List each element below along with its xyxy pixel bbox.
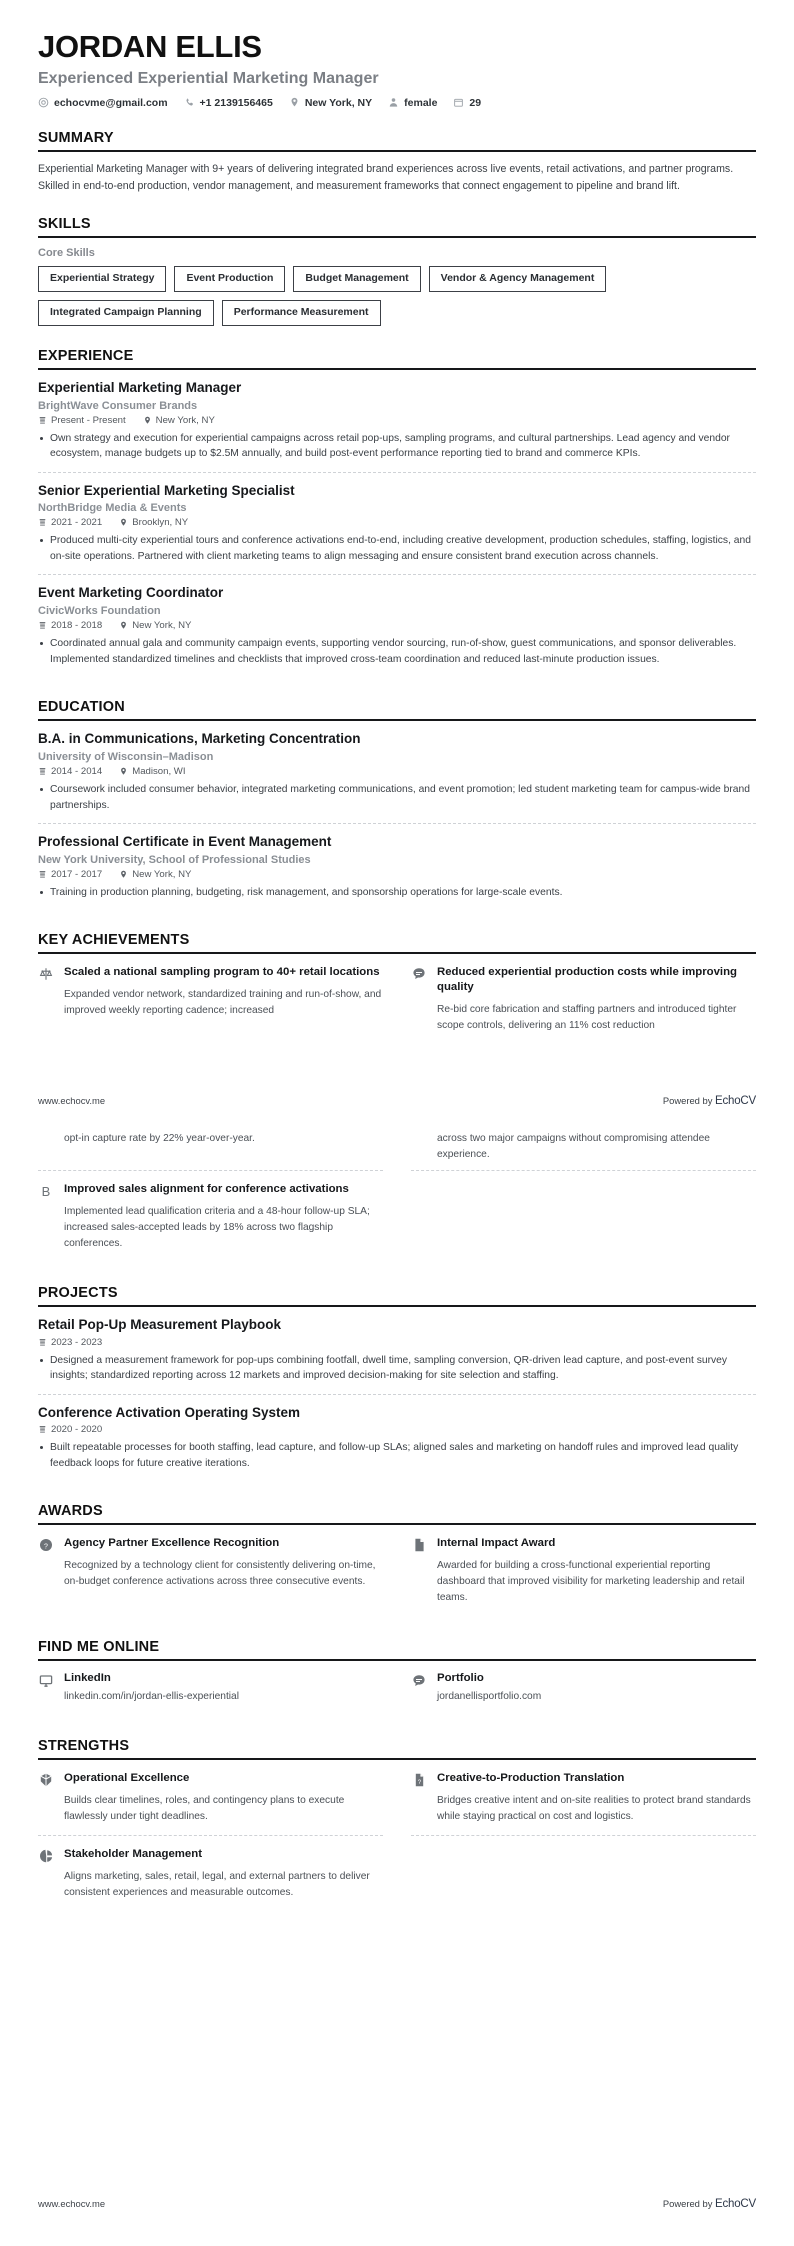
project-entry — [38, 1307, 756, 1394]
online-link-url[interactable]: jordanellisportfolio.com — [437, 1690, 542, 1702]
job-meta — [38, 620, 756, 631]
job-location — [119, 620, 191, 631]
cube-icon — [38, 1772, 54, 1788]
job-location — [143, 415, 215, 426]
key-achievements-title: KEY ACHIEVEMENTS — [38, 932, 190, 949]
strength-empty-cell — [411, 1836, 756, 1911]
online-link-label: Portfolio — [437, 1671, 484, 1684]
summary-section — [38, 130, 756, 194]
location-icon — [119, 518, 128, 527]
calendar-icon — [38, 1338, 47, 1347]
contact-row — [38, 97, 756, 108]
experience-entry — [38, 370, 756, 472]
job-location — [119, 517, 188, 528]
strengths-section — [38, 1738, 756, 1912]
calendar-icon — [38, 767, 47, 776]
award-desc: Awarded for building a cross-functional experiential reporting dashboard that improved visibility for marketing leadership and retail teams. — [437, 1560, 745, 1603]
contact-phone[interactable] — [184, 97, 273, 108]
location-icon — [119, 767, 128, 776]
school-name: University of Wisconsin–Madison — [38, 751, 214, 764]
location-icon — [119, 870, 128, 879]
skill-chip[interactable]: Event Production — [174, 266, 285, 292]
skill-chip[interactable]: Performance Measurement — [222, 300, 381, 326]
achievement-desc-part1: Implemented lead qualification criteria and a 48-hour follow-up SLA; increased sales-accepted leads by 18% across two flagship conferences. — [64, 1206, 370, 1249]
contact-phone-text: +1 2139156465 — [199, 96, 273, 109]
find-me-online-title: FIND ME ONLINE — [38, 1638, 160, 1655]
monitor-icon — [38, 1673, 54, 1689]
job-bullet: Produced multi-city experiential tours and conference activations end-to-end, including creative development, production schedules, staffing, logistics, and on-site operations. Partnered with client marketing teams to align messaging and ensure consistent brand execution across channels. — [38, 533, 756, 564]
job-role: Senior Experiential Marketing Specialist — [38, 482, 295, 498]
online-links-grid — [38, 1661, 756, 1716]
contact-gender — [388, 97, 437, 108]
badge-b-icon — [38, 1183, 54, 1199]
achievements-grid-top — [38, 954, 756, 1044]
page-footer-bottom — [38, 2198, 756, 2210]
job-dates-text: 2021 - 2021 — [51, 517, 103, 529]
footer-brand — [663, 1095, 756, 1107]
experience-entry — [38, 574, 756, 677]
education-dates — [38, 766, 102, 777]
achievements-grid-continued — [38, 1131, 756, 1172]
calendar-icon — [38, 1425, 47, 1434]
project-bullet: Designed a measurement framework for pop-ups combining footfall, dwell time, sampling conversion, QR-driven lead capture, and post-event survey insights; standardized reporting across 12 markets and improved decision-making for site selection and staffing. — [38, 1353, 756, 1384]
job-bullets — [38, 636, 756, 667]
job-bullet: Own strategy and execution for experiential campaigns across retail pop-ups, sampling programs, and cultural partnerships. Lead agency and vendor ecosystem, manage budgets up to $2.5M annually, and build post-event performance reporting tied to brand and commerce KPIs. — [38, 431, 756, 462]
location-icon — [289, 97, 300, 108]
experience-section — [38, 348, 756, 677]
achievement-title: Scaled a national sampling program to 40+ retail locations — [64, 966, 380, 979]
education-location-text: Madison, WI — [132, 766, 186, 778]
section-divider — [38, 150, 756, 152]
email-icon — [38, 97, 49, 108]
contact-location-text: New York, NY — [304, 96, 373, 109]
degree-name: Professional Certificate in Event Management — [38, 833, 332, 849]
project-bullet: Built repeatable processes for booth staffing, lead capture, and follow-up SLAs; aligned sales and marketing on handoff rules and improved lead quality feedback loops for future creative iterations. — [38, 1440, 756, 1471]
document-icon — [411, 1537, 427, 1553]
achievement-continued-left — [38, 1131, 383, 1172]
skill-chip[interactable]: Vendor & Agency Management — [429, 266, 607, 292]
project-dates-text: 2023 - 2023 — [51, 1336, 103, 1348]
contact-age — [453, 97, 481, 108]
svg-text:?: ? — [417, 1779, 422, 1786]
award-title: Agency Partner Excellence Recognition — [64, 1537, 280, 1550]
note-icon — [411, 1772, 427, 1788]
page-footer-mid — [38, 1095, 756, 1107]
location-icon — [143, 416, 152, 425]
skills-title: SKILLS — [38, 216, 91, 233]
calendar-icon — [38, 870, 47, 879]
calendar-icon — [38, 518, 47, 527]
strengths-title: STRENGTHS — [38, 1737, 130, 1754]
footer-powered-prefix: Powered by — [662, 2198, 713, 2209]
online-link-portfolio[interactable] — [411, 1661, 756, 1716]
online-link-linkedin[interactable] — [38, 1661, 383, 1716]
footer-powered-prefix: Powered by — [662, 1095, 713, 1106]
job-company: NorthBridge Media & Events — [38, 502, 187, 515]
find-me-online-section — [38, 1639, 756, 1716]
achievement-card — [411, 954, 756, 1044]
strength-card — [38, 1836, 383, 1911]
award-title: Internal Impact Award — [437, 1537, 556, 1550]
education-location — [119, 766, 185, 777]
job-meta — [38, 415, 756, 426]
resume-header — [38, 0, 756, 108]
strength-card — [411, 1760, 756, 1836]
job-bullet: Coordinated annual gala and community campaign events, supporting vendor sourcing, run-of-show, guest communications, and sponsor deliverables. Implemented standardized timelines and checklists that improved cross-team coordination and reduced last-minute production issues. — [38, 636, 756, 667]
strength-desc: Builds clear timelines, roles, and contingency plans to execute flawlessly under tight deadlines. — [64, 1794, 345, 1822]
job-dates — [38, 415, 126, 426]
calendar-icon — [453, 97, 464, 108]
job-meta — [38, 517, 756, 528]
project-entry — [38, 1394, 756, 1482]
job-location-text: New York, NY — [132, 620, 192, 632]
candidate-name: JORDAN ELLIS — [38, 29, 262, 64]
contact-age-text: 29 — [469, 96, 482, 109]
education-bullets — [38, 885, 756, 900]
project-meta — [38, 1337, 756, 1348]
job-dates-text: Present - Present — [51, 414, 126, 426]
project-dates — [38, 1424, 102, 1435]
page-break-gap — [38, 1045, 756, 1131]
skills-chip-list — [38, 266, 756, 325]
achievement-desc-part1: Expanded vendor network, standardized training and run-of-show, and improved weekly reporting cadence; increased — [64, 989, 382, 1017]
contact-email[interactable] — [38, 97, 168, 108]
achievement-empty-cell — [411, 1171, 756, 1262]
key-achievements-section — [38, 932, 756, 1044]
education-location — [119, 869, 191, 880]
candidate-headline: Experienced Experiential Marketing Manager — [38, 70, 379, 88]
achievement-desc-part2: across two major campaigns without compromising attendee experience. — [437, 1132, 710, 1160]
strength-title: Creative-to-Production Translation — [437, 1771, 625, 1784]
award-card — [38, 1525, 383, 1616]
section-divider — [38, 236, 756, 238]
achievement-desc-part1: Re-bid core fabrication and staffing partners and introduced tighter scope controls, delivering an 11% cost reduction — [437, 1004, 737, 1031]
job-location-text: Brooklyn, NY — [132, 517, 189, 529]
job-role: Event Marketing Coordinator — [38, 585, 224, 601]
education-dates-text: 2017 - 2017 — [51, 868, 103, 880]
job-bullets — [38, 533, 756, 564]
award-desc: Recognized by a technology client for consistently delivering on-time, on-budget conference activations across three consecutive events. — [64, 1560, 376, 1588]
job-role: Experiential Marketing Manager — [38, 379, 242, 395]
education-title: EDUCATION — [38, 699, 125, 715]
job-dates — [38, 620, 102, 631]
strength-desc: Aligns marketing, sales, retail, legal, and external partners to deliver consistent experiences and measurable outcomes. — [64, 1871, 370, 1898]
contact-email-text: echocvme@gmail.com — [54, 96, 168, 109]
job-dates-text: 2018 - 2018 — [51, 620, 103, 632]
job-dates — [38, 517, 102, 528]
education-bullets — [38, 782, 756, 813]
skill-chip[interactable]: Integrated Campaign Planning — [38, 300, 214, 326]
calendar-icon — [38, 621, 47, 630]
achievement-card — [38, 954, 383, 1044]
education-dates — [38, 869, 102, 880]
svg-text:?: ? — [44, 1543, 48, 1551]
achievement-desc-part2: opt-in capture rate by 22% year-over-year. — [64, 1132, 255, 1144]
awards-title: AWARDS — [38, 1503, 103, 1520]
projects-section — [38, 1285, 756, 1482]
medal-icon — [38, 1537, 54, 1553]
contact-location — [289, 97, 372, 108]
scale-icon — [38, 966, 54, 982]
strength-title: Stakeholder Management — [64, 1848, 202, 1861]
footer-brand — [663, 2198, 756, 2210]
experience-title: EXPERIENCE — [38, 347, 134, 364]
person-icon — [388, 97, 399, 108]
footer-brand-name: EchoCV — [715, 2198, 756, 2210]
summary-title: SUMMARY — [38, 130, 114, 147]
phone-icon — [184, 97, 195, 108]
footer-brand-name: EchoCV — [715, 1095, 756, 1107]
education-location-text: New York, NY — [132, 868, 192, 880]
skill-chip[interactable]: Budget Management — [293, 266, 420, 292]
skills-group-label: Core Skills — [38, 247, 95, 260]
project-name: Retail Pop-Up Measurement Playbook — [38, 1316, 282, 1332]
online-link-url[interactable]: linkedin.com/in/jordan-ellis-experiential — [64, 1690, 239, 1702]
online-link-label: LinkedIn — [64, 1671, 111, 1684]
location-icon — [119, 621, 128, 630]
education-dates-text: 2014 - 2014 — [51, 766, 103, 778]
calendar-icon — [38, 416, 47, 425]
strength-desc: Bridges creative intent and on-site realities to protect brand standards while staying practical on cost and logistics. — [437, 1794, 751, 1822]
project-dates-text: 2020 - 2020 — [51, 1424, 103, 1436]
project-meta — [38, 1424, 756, 1435]
achievements-continuation — [38, 1131, 756, 1263]
project-dates — [38, 1337, 102, 1348]
svg-text:B: B — [41, 1184, 51, 1200]
degree-name: B.A. in Communications, Marketing Concentration — [38, 731, 361, 747]
project-bullets — [38, 1440, 756, 1471]
strength-title: Operational Excellence — [64, 1771, 190, 1784]
education-meta — [38, 766, 756, 777]
summary-text: Experiential Marketing Manager with 9+ years of delivering integrated brand experiences across live events, retail activations, and partner programs. Skilled in end-to-end production, vendor management, and measurement frameworks that connect engagement to pipeline and brand lift. — [38, 163, 734, 192]
achievement-title: Improved sales alignment for conference activations — [64, 1183, 349, 1196]
job-location-text: New York, NY — [155, 414, 215, 426]
school-name: New York University, School of Professional Studies — [38, 853, 311, 866]
achievement-continued-right — [411, 1131, 756, 1172]
project-name: Conference Activation Operating System — [38, 1404, 301, 1420]
experience-entry — [38, 472, 756, 575]
education-entry — [38, 721, 756, 823]
chat-icon — [411, 966, 427, 982]
job-company: CivicWorks Foundation — [38, 605, 161, 618]
chat-icon — [411, 1673, 427, 1689]
job-company: BrightWave Consumer Brands — [38, 399, 198, 412]
achievement-title: Reduced experiential production costs while improving quality — [437, 966, 738, 994]
education-meta — [38, 869, 756, 880]
footer-website[interactable]: www.echocv.me — [38, 2198, 106, 2209]
job-bullets — [38, 431, 756, 462]
strengths-grid — [38, 1760, 756, 1912]
award-card — [411, 1525, 756, 1616]
achievement-card — [38, 1171, 383, 1262]
skill-chip[interactable]: Experiential Strategy — [38, 266, 166, 292]
awards-grid — [38, 1525, 756, 1616]
piechart-icon — [38, 1848, 54, 1864]
education-bullet: Coursework included consumer behavior, integrated marketing communications, and event promotion; led student marketing team for campus-wide brand partnerships. — [38, 782, 756, 813]
footer-website[interactable]: www.echocv.me — [38, 1095, 106, 1106]
achievements-grid-bottom — [38, 1171, 756, 1262]
education-entry — [38, 823, 756, 910]
contact-gender-text: female — [404, 96, 438, 109]
education-section — [38, 699, 756, 910]
project-bullets — [38, 1353, 756, 1384]
education-bullet: Training in production planning, budgeting, risk management, and sponsorship operations for large-scale events. — [38, 885, 756, 900]
strength-card — [38, 1760, 383, 1836]
projects-title: PROJECTS — [38, 1284, 118, 1301]
awards-section — [38, 1503, 756, 1616]
skills-section — [38, 216, 756, 325]
